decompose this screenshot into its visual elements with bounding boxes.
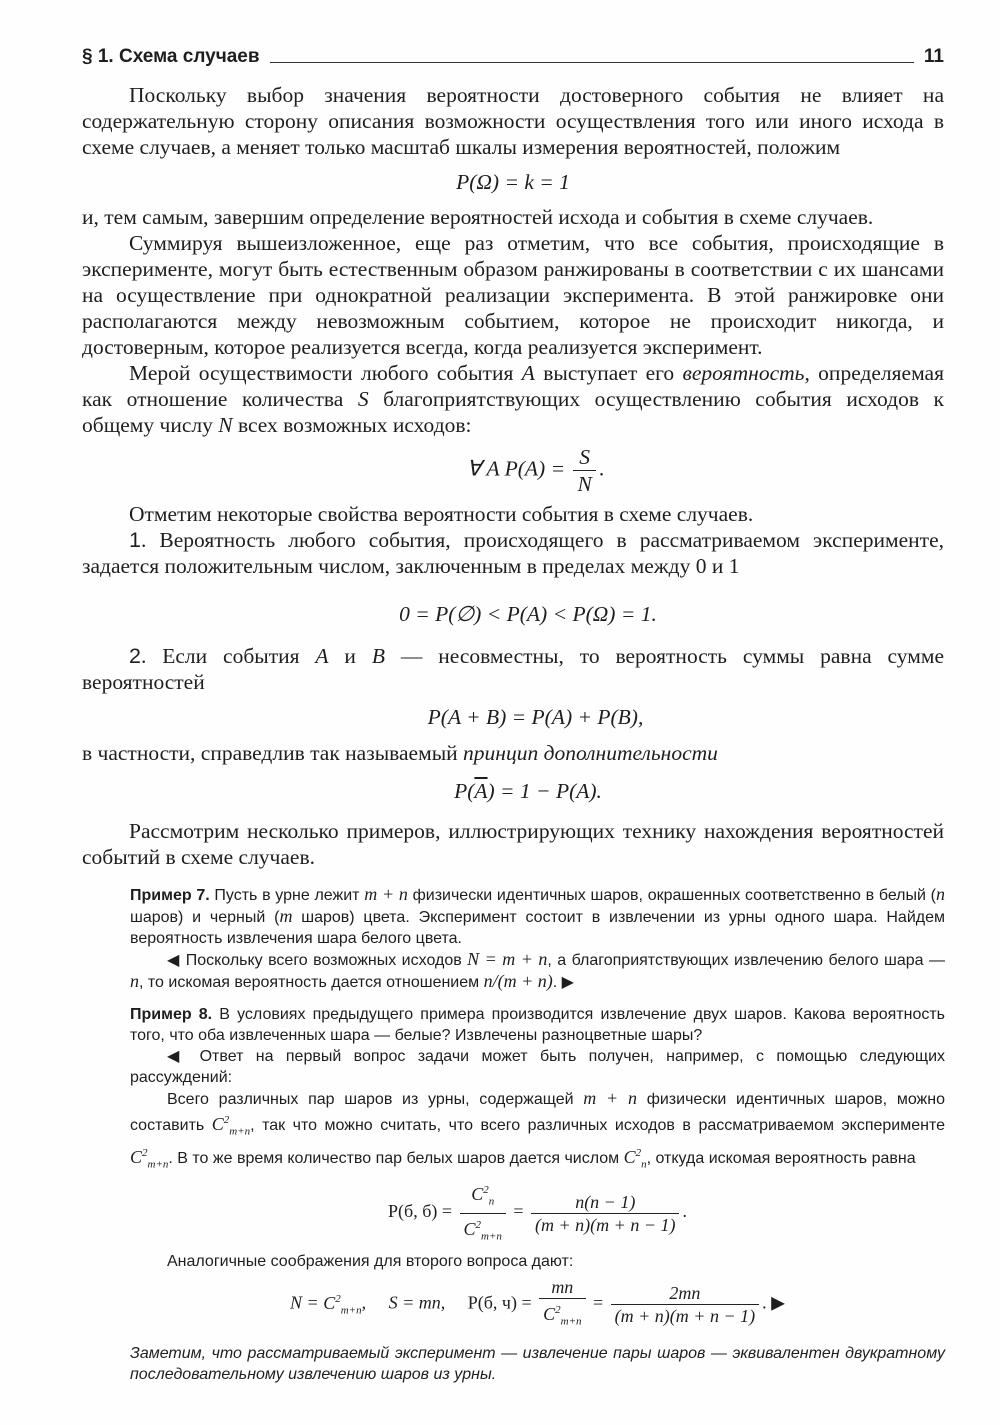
formula-white-black: $N = C^2_{m+n}$, S = mn, P(б, ч) = $\frac{mn}{C^2_{m+n}}$ = $\frac{2mn}{(m + n)(m + n - 1)}$ . ▶ [290, 1277, 785, 1328]
example-8-solution-intro: ◀ Ответ на первый вопрос задачи может быть получен, например, с помощью следующих рассуждений: [130, 1048, 945, 1086]
formula-white-white: P(б, б) = $\frac{C^2_n}{C^2_{m+n}}$ = $\frac{n(n - 1)}{(m + n)(m + n - 1)}$ . [130, 1179, 945, 1247]
paragraph-7: Рассмотрим несколько примеров, иллюстрирующих технику нахождения вероятностей событий в схеме случаев. [82, 819, 944, 869]
term-complement-principle: принцип дополнительности [463, 741, 718, 765]
property-2: 2. Если события A и B — несовместны, то вероятность суммы равна сумме вероятностей [82, 644, 944, 694]
example-7: Пример 7. Пусть в урне лежит m + n физически идентичных шаров, окрашенных соответственно в белый (n шаров) и черный (m шаров) цвета. Эксперимент состоит в извлечении из урны одного шара. Найдем вероятность извлечения шара белого цвета. [130, 884, 945, 947]
header-rule [270, 62, 914, 63]
example-8-second-question: Аналогичные соображения для второго вопроса дают: [167, 1253, 574, 1271]
section-title: § 1. Схема случаев [82, 46, 260, 67]
property-1: 1. Вероятность любого события, происходящего в рассматриваемом эксперименте, задается положительным числом, заключенным в пределах между 0 и 1 [82, 528, 944, 578]
running-header [82, 38, 944, 68]
formula-p-omega: P(Ω) = k = 1 [456, 170, 570, 194]
formula-sum: P(A + B) = P(A) + P(B), [427, 705, 644, 729]
paragraph-4: Мерой осуществимости любого события A выступает его вероятность, определяемая как отношение количества S благоприятствующих осуществлению события исходов к общему числу N всех возможных исходов: [82, 361, 944, 437]
closing-note: Заметим, что рассматриваемый эксперимент — извлечение пары шаров — эквивалентен двукратному последовательному извлечению шаров из урны. [130, 1344, 945, 1383]
main-text [82, 82, 944, 870]
paragraph-3: Суммируя вышеизложенное, еще раз отметим, что все события, происходящие в эксперименте, могут быть естественным образом ранжированы в соответствии с их шансами на осуществление при однократной реализации эксперимента. В этой ранжировке они располагаются между невозможным событием, которое не происходит никогда, и достоверным, которое реализуется всегда, когда реализуется эксперимент. [82, 231, 944, 359]
paragraph-5: Отметим некоторые свойства вероятности события в схеме случаев. [129, 502, 754, 526]
paragraph-6: в частности, справедлив так называемый принцип дополнительности [82, 741, 718, 765]
page-number: 11 [923, 46, 944, 67]
term-probability: вероятность [682, 361, 805, 385]
paragraph-1: Поскольку выбор значения вероятности достоверного события не влияет на содержательную сторону описания возможности осуществления того или иного исхода в схеме случаев, а меняет только масштаб шкалы измерения вероятностей, положим [82, 83, 944, 159]
formula-complement: $P(\overline{A}) = 1 - P(A)$. [454, 779, 602, 803]
example-8: Пример 8. В условиях предыдущего примера производится извлечение двух шаров. Какова вероятность того, что оба извлеченных шара — белые? Извлечены разноцветные шары? [130, 1006, 946, 1044]
examples-block [130, 884, 945, 1385]
formula-probability-definition: ∀ A P(A) = $\frac{S}{N}$ . [466, 445, 605, 496]
example-8-solution-body: Всего различных пар шаров из урны, содержащей m + n физически идентичных шаров, можно составить $C^2_{m+n}$, так что можно считать, что всего различных исходов в рассматриваемом эксперименте $C^2_{m+n}$. В то же время количество пар белых шаров дается числом $C^2_n$, откуда искомая вероятность равна [130, 1088, 946, 1171]
formula-bounds: 0 = P(∅) < P(A) < P(Ω) = 1. [399, 602, 657, 626]
paragraph-2: и, тем самым, завершим определение вероятностей исхода и события в схеме случаев. [82, 205, 874, 229]
example-7-solution: ◀ Поскольку всего возможных исходов N = m + n, а благоприятствующих извлечению белого шара — n, то искомая вероятность дается отношением n/(m + n). ▶ [130, 949, 946, 991]
